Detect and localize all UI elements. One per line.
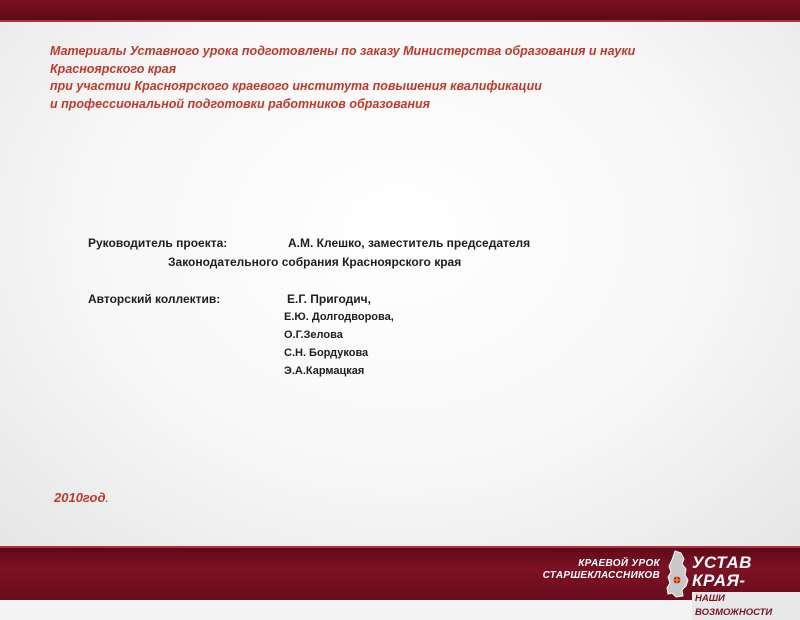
author-name: О.Г.Зелова	[284, 329, 343, 341]
author-name: С.Н. Бордукова	[284, 347, 369, 359]
intro-line: Материалы Уставного урока подготовлены по заказу Министерства образования и науки	[50, 44, 636, 58]
bottom-band	[0, 546, 800, 618]
leader-label: Руководитель проекта:	[88, 236, 228, 250]
bottom-band-line	[0, 546, 800, 548]
logo-caption	[543, 558, 660, 582]
logo-caption-line: КРАЕВОЙ УРОК	[578, 558, 660, 569]
logo-title-block	[692, 554, 800, 620]
logo-subtitle: НАШИ ВОЗМОЖНОСТИ	[692, 592, 800, 620]
author-name: Е.Ю. Долгодворова,	[284, 311, 394, 323]
intro-line: Красноярского края	[50, 61, 177, 76]
year-text: 2010год	[54, 490, 106, 505]
author-name: Э.А.Кармацкая	[284, 365, 365, 377]
top-band	[0, 0, 800, 22]
authors-label: Авторский коллектив:	[88, 292, 221, 306]
year-label	[54, 490, 109, 505]
year-dot: .	[105, 490, 110, 505]
intro-line: и профессиональной подготовки работников образования	[50, 96, 431, 111]
leader-position: Законодательного собрания Красноярского края	[168, 255, 462, 269]
logo-title: УСТАВ КРАЯ-	[692, 553, 752, 590]
leader-name: А.М. Клешко, заместитель председателя	[288, 236, 531, 250]
krasnoyarsk-map-emblem-icon	[664, 550, 690, 598]
intro-line: при участии Красноярского краевого института повышения квалификации	[50, 79, 542, 93]
intro-text	[50, 43, 770, 113]
author-name: Е.Г. Пригодич,	[287, 292, 371, 306]
logo-caption-line: СТАРШЕКЛАССНИКОВ	[542, 570, 660, 581]
